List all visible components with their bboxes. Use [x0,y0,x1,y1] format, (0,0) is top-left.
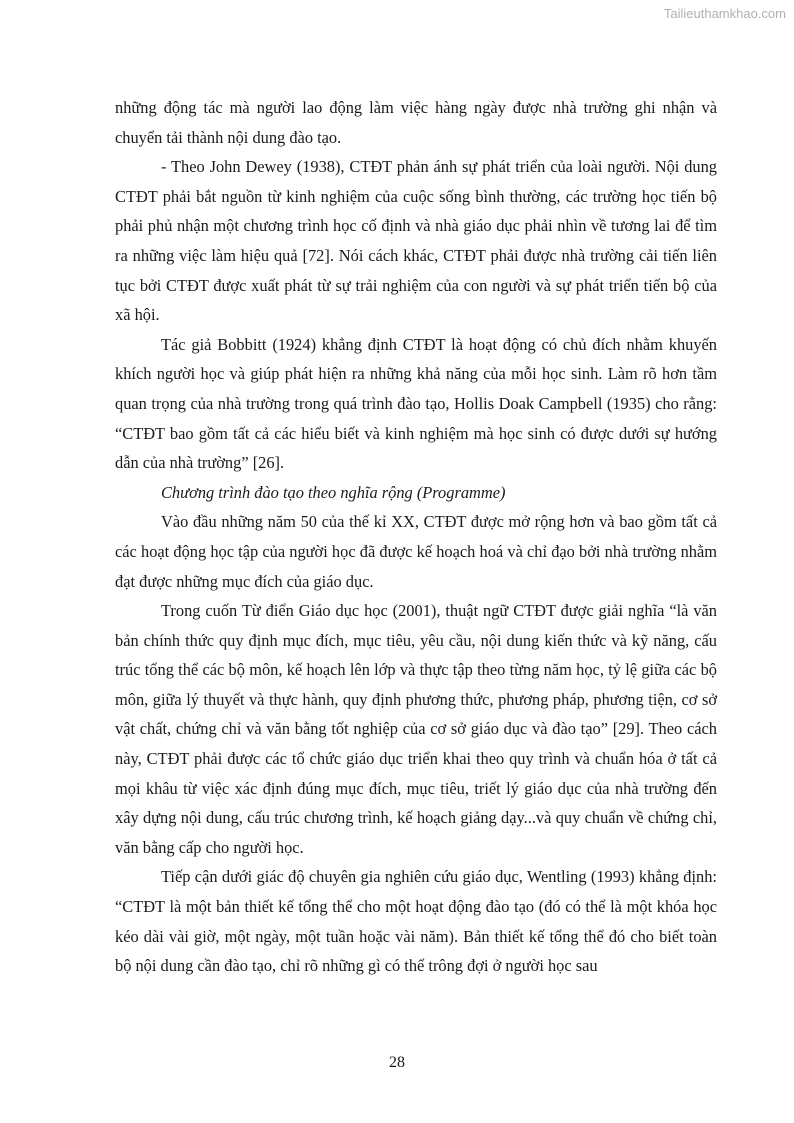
document-body [115,93,717,981]
section-heading-programme: Chương trình đào tạo theo nghĩa rộng (Programme) [161,482,506,502]
page-number: 28 [389,1054,405,1071]
paragraph-wentling: Tiếp cận dưới giác độ chuyên gia nghiên cứu giáo dục, Wentling (1993) khẳng định: “CTĐT là một bản thiết kế tổng thể cho một hoạt động đào tạo (đó có thể là một khóa học kéo dài vài giờ, một ngày, một tuần hoặc vài năm). Bản thiết kế tổng thể đó cho biết toàn bộ nội dung cần đào tạo, chỉ rõ những gì có thể trông đợi ở người học sau [115,867,717,976]
paragraph-bobbitt: Tác giả Bobbitt (1924) khẳng định CTĐT là hoạt động có chủ đích nhằm khuyến khích người học và giúp phát hiện ra những khả năng của mỗi học sinh. Làm rõ hơn tầm quan trọng của nhà trường trong quá trình đào tạo, Hollis Doak Campbell (1935) cho rằng: “CTĐT bao gồm tất cả các hiểu biết và kinh nghiệm mà học sinh có được dưới sự hướng dẫn của nhà trường” [26]. [115,334,717,473]
paragraph-1950s: Vào đầu những năm 50 của thế kỉ XX, CTĐT được mở rộng hơn và bao gồm tất cả các hoạt động học tập của người học đã được kế hoạch hoá và chỉ đạo bởi nhà trường nhằm đạt được những mục đích của giáo dục. [115,512,717,591]
watermark: Tailieuthamkhao.com [663,6,786,21]
paragraph-continuation: những động tác mà người lao động làm việc hàng ngày được nhà trường ghi nhận và chuyển tải thành nội dung đào tạo. [115,98,717,147]
paragraph-dictionary: Trong cuốn Từ điển Giáo dục học (2001), thuật ngữ CTĐT được giải nghĩa “là văn bản chính thức quy định mục đích, mục tiêu, yêu cầu, nội dung kiến thức và kỹ năng, cấu trúc tổng thể các bộ môn, kế hoạch lên lớp và thực tập theo từng năm học, tỷ lệ giữa các bộ môn, giữa lý thuyết và thực hành, quy định phương thức, phương pháp, phương tiện, cơ sở vật chất, chứng chỉ và văn bằng tốt nghiệp của cơ sở giáo dục và đào tạo” [29]. Theo cách này, CTĐT phải được các tổ chức giáo dục triển khai theo quy trình và chuẩn hóa ở tất cả mọi khâu từ việc xác định đúng mục đích, mục tiêu, triết lý giáo dục của nhà trường đến xây dựng nội dung, cấu trúc chương trình, kế hoạch giảng dạy...và quy chuẩn về chứng chỉ, văn bằng cấp cho người học. [115,601,717,857]
paragraph-john-dewey: - Theo John Dewey (1938), CTĐT phản ánh sự phát triển của loài người. Nội dung CTĐT phải bắt nguồn từ kinh nghiệm của cuộc sống bình thường, các trường học tiến bộ phải phủ nhận một chương trình học cố định và nhà giáo dục phải nhìn về tương lai để tìm ra những việc làm hiệu quả [72]. Nói cách khác, CTĐT phải được nhà trường cải tiến liên tục bởi CTĐT được xuất phát từ sự trải nghiệm của con người và sự phát triển tiến bộ của xã hội. [115,157,717,325]
